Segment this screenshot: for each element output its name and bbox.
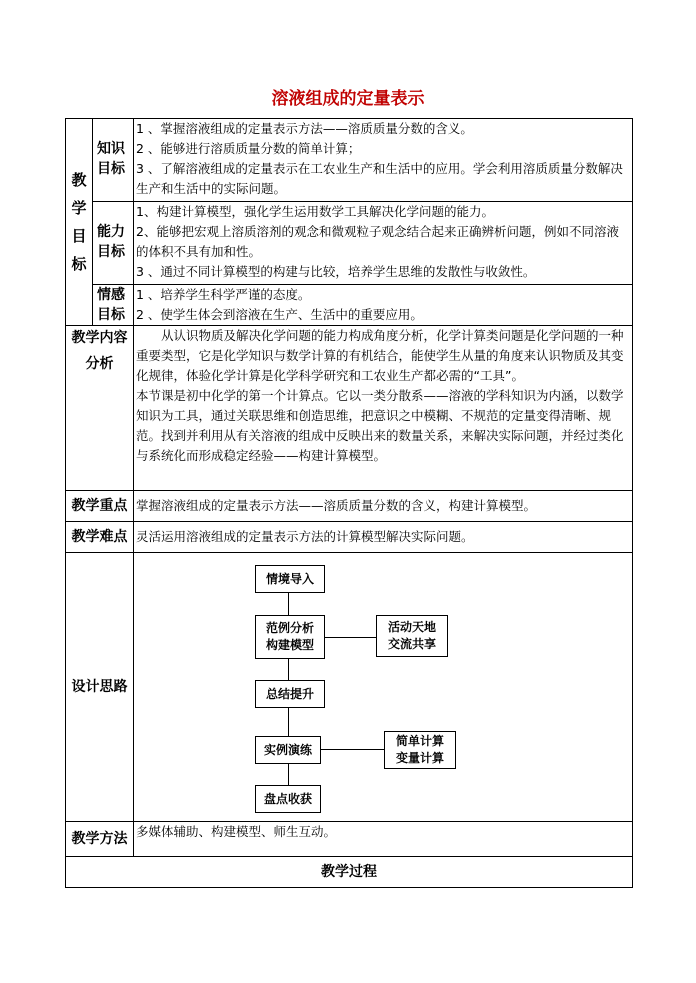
ability-content: 1、构建计算模型，强化学生运用数学工具解决化学问题的能力。 2、能够把宏观上溶质溶剂的观念和微观粒子观念结合起来正确辨析问题，例如不同溶液的体积不具有加和性。 3 、通过不同计算模型的构建与比较，培养学生思维的发散性与收敛性。 bbox=[134, 202, 633, 285]
document-title: 溶液组成的定量表示 bbox=[271, 89, 425, 109]
emotion-row bbox=[66, 285, 633, 326]
design-label: 设计思路 bbox=[66, 553, 134, 822]
content-analysis-row bbox=[66, 326, 633, 491]
method-row bbox=[66, 822, 633, 857]
flow-step-intro: 情境导入 bbox=[255, 565, 325, 593]
design-row bbox=[66, 553, 633, 822]
flow-side-activity: 活动天地 交流共享 bbox=[376, 615, 448, 657]
flow-branch-connector-2 bbox=[320, 749, 384, 750]
flow-step-review: 盘点收获 bbox=[255, 785, 321, 813]
process-heading: 教学过程 bbox=[66, 857, 633, 888]
emotion-label: 情感 目标 bbox=[93, 285, 134, 326]
flow-step-model: 范例分析 构建模型 bbox=[255, 615, 325, 659]
method-text: 多媒体辅助、构建模型、师生互动。 bbox=[134, 822, 633, 857]
ability-row bbox=[66, 202, 633, 285]
emotion-content: 1 、培养学生科学严谨的态度。 2 、使学生体会到溶液在生产、生活中的重要应用。 bbox=[134, 285, 633, 326]
knowledge-content: 1 、掌握溶液组成的定量表示方法——溶质质量分数的含义。 2 、能够进行溶质质量分数的简单计算； 3 、了解溶液组成的定量表示在工农业生产和生活中的应用。学会利用溶质质量分数解决生产和生活中的实际问题。 bbox=[134, 119, 633, 202]
key-point-label: 教学重点 bbox=[66, 491, 134, 522]
key-point-text: 掌握溶液组成的定量表示方法——溶质质量分数的含义，构建计算模型。 bbox=[134, 491, 633, 522]
content-analysis-text: 从认识物质及解决化学问题的能力构成角度分析，化学计算类问题是化学问题的一种重要类型，它是化学知识与数学计算的有机结合，能使学生从量的角度来认识物质及其变化规律，体验化学计算是化学科学研究和工农业生产都必需的“工具”。 本节课是初中化学的第一个计算点。它以一类分散系——溶液的学科知识为内涵，以数学知识为工具，通过关联思维和创造思维，把意识之中模糊、不规范的定量变得清晰、规范。找到并利用从有关溶液的组成中反映出来的数量关系，来解决实际问题，并经过类化与系统化而形成稳定经验——构建计算模型。 bbox=[134, 326, 633, 491]
flow-step-summary: 总结提升 bbox=[255, 680, 325, 708]
flow-branch-connector-1 bbox=[324, 637, 376, 638]
objectives-label: 教 学 目 标 bbox=[66, 119, 93, 326]
key-point-row bbox=[66, 491, 633, 522]
content-analysis-label: 教学内容 分析 bbox=[66, 326, 134, 491]
lesson-plan-table bbox=[65, 118, 633, 888]
design-flowchart bbox=[134, 553, 632, 821]
knowledge-row bbox=[66, 119, 633, 202]
design-flowchart-cell bbox=[134, 553, 633, 822]
process-row bbox=[66, 857, 633, 888]
knowledge-label: 知识 目标 bbox=[93, 119, 134, 202]
method-label: 教学方法 bbox=[66, 822, 134, 857]
difficulty-label: 教学难点 bbox=[66, 522, 134, 553]
difficulty-row bbox=[66, 522, 633, 553]
flow-step-practice: 实例演练 bbox=[255, 736, 321, 764]
ability-label: 能力 目标 bbox=[93, 202, 134, 285]
flow-side-calculation: 简单计算 变量计算 bbox=[384, 731, 456, 769]
difficulty-text: 灵活运用溶液组成的定量表示方法的计算模型解决实际问题。 bbox=[134, 522, 633, 553]
